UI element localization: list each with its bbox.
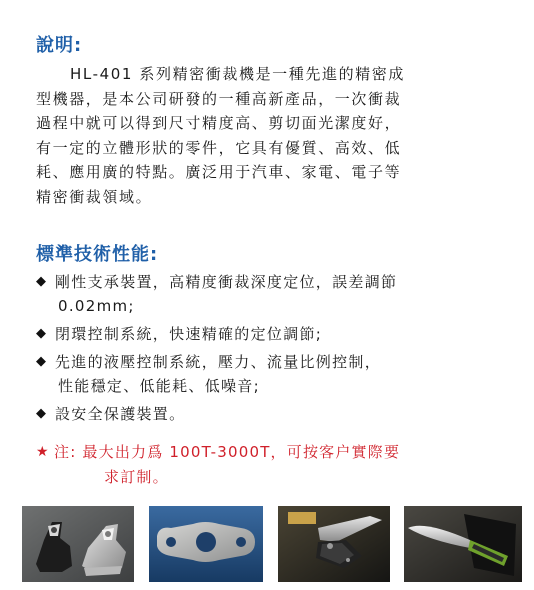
diamond-bullet-icon: ◆	[36, 274, 48, 289]
description-line: 精密衝裁領域。	[36, 187, 153, 206]
description-line: HL-401 系列精密衝裁機是一種先進的精密成	[70, 65, 405, 83]
description-line: 型機器，是本公司研發的一種高新產品，一次衝裁	[36, 89, 402, 108]
description-line: 過程中就可以得到尺寸精度高、剪切面光潔度好，	[36, 114, 402, 132]
spec-item-text: 先進的液壓控制系統，壓力、流量比例控制，	[55, 353, 382, 371]
spec-item	[36, 322, 516, 346]
diamond-bullet-icon: ◆	[36, 406, 48, 421]
description-line: 有一定的立體形狀的零件，它具有優質、高效、低	[36, 138, 402, 157]
specs-list	[36, 270, 516, 430]
diamond-bullet-icon: ◆	[36, 326, 48, 341]
spec-item-text: 閉環控制系統，快速精確的定位調節;	[55, 325, 323, 343]
spec-item-text: 設安全保護裝置。	[55, 405, 186, 423]
note-line: 求訂制。	[104, 468, 169, 486]
folding-knife-image	[278, 506, 390, 582]
note-block	[36, 440, 516, 490]
description-heading: 說明:	[36, 35, 83, 56]
spec-item	[36, 402, 516, 426]
specs-heading: 標準技術性能:	[36, 244, 159, 265]
spec-item-continuation: 性能穩定、低能耗、低噪音;	[58, 377, 260, 395]
red-star-icon: ★	[36, 444, 50, 460]
spec-item-continuation: 0.02mm;	[58, 297, 135, 315]
metal-gasket-plate-image	[149, 506, 263, 582]
knife-with-sheath-image	[404, 506, 522, 582]
description-paragraph	[36, 62, 516, 209]
spec-item	[36, 350, 516, 398]
diamond-bullet-icon: ◆	[36, 354, 48, 369]
spec-item	[36, 270, 516, 318]
description-line: 耗、應用廣的特點。廣泛用于汽車、家電、電子等	[36, 163, 402, 181]
stamped-metal-brackets-image	[22, 506, 134, 582]
product-photo-strip	[22, 506, 522, 582]
note-line: 注: 最大出力爲 100T-3000T，可按客户實際要	[54, 443, 401, 461]
spec-item-text: 剛性支承裝置，高精度衝裁深度定位，誤差調節	[55, 273, 398, 291]
